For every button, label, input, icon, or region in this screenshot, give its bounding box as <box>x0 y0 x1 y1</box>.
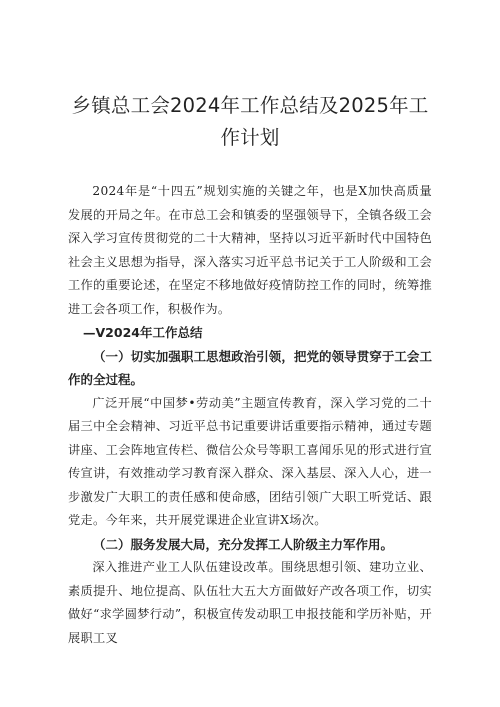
document-title: 乡镇总工会2024年工作总结及2025年工作计划 <box>71 94 429 149</box>
section-heading-2024-summary: —V2024年工作总结 <box>83 325 203 340</box>
subsection-heading-2: （二）服务发展大局，充分发挥工人阶级主力军作用。 <box>93 536 394 552</box>
subsection-body-2: 深入推进产业工人队伍建设改革。围绕思想引领、建功立业、素质提升、地位提高、队伍壮大五大方面做好产改各项工作，切实做好“求学圆梦行动”，积极宣传发动职工申报技能和学历补贴，开展职工叉 <box>68 560 432 645</box>
intro-paragraph: 2024年是“十四五”规划实施的关键之年，也是X加快高质量发展的开局之年。在市总工会和镇委的坚强领导下，全镇各级工会深入学习宣传贯彻党的二十大精神，坚持以习近平新时代中国特色社会主义思想为指导，深入落实习近平总书记关于工人阶级和工会工作的重要论述，在坚定不移地做好疫情防控工作的同时，统筹推进工会各项工作，积极作为。 <box>68 184 432 316</box>
subsection-heading-1: （一）切实加强职工思想政治引领，把党的领导贯穿于工会工作的全过程。 <box>68 348 432 387</box>
subsection-body-1: 广泛开展“中国梦•劳动美”主题宣传教育，深入学习党的二十届三中全会精神、习近平总书记重要讲话重要指示精神，通过专题讲座、工会阵地宣传栏、微信公众号等职工喜闻乐见的形式进行宣传宣讲，有效推动学习教育深入群众、深入基层、深入人心，进一步激发广大职工的责任感和使命感，团结引领广大职工听党话、跟党走。今年来，共开展党课进企业宣讲X场次。 <box>68 395 432 527</box>
